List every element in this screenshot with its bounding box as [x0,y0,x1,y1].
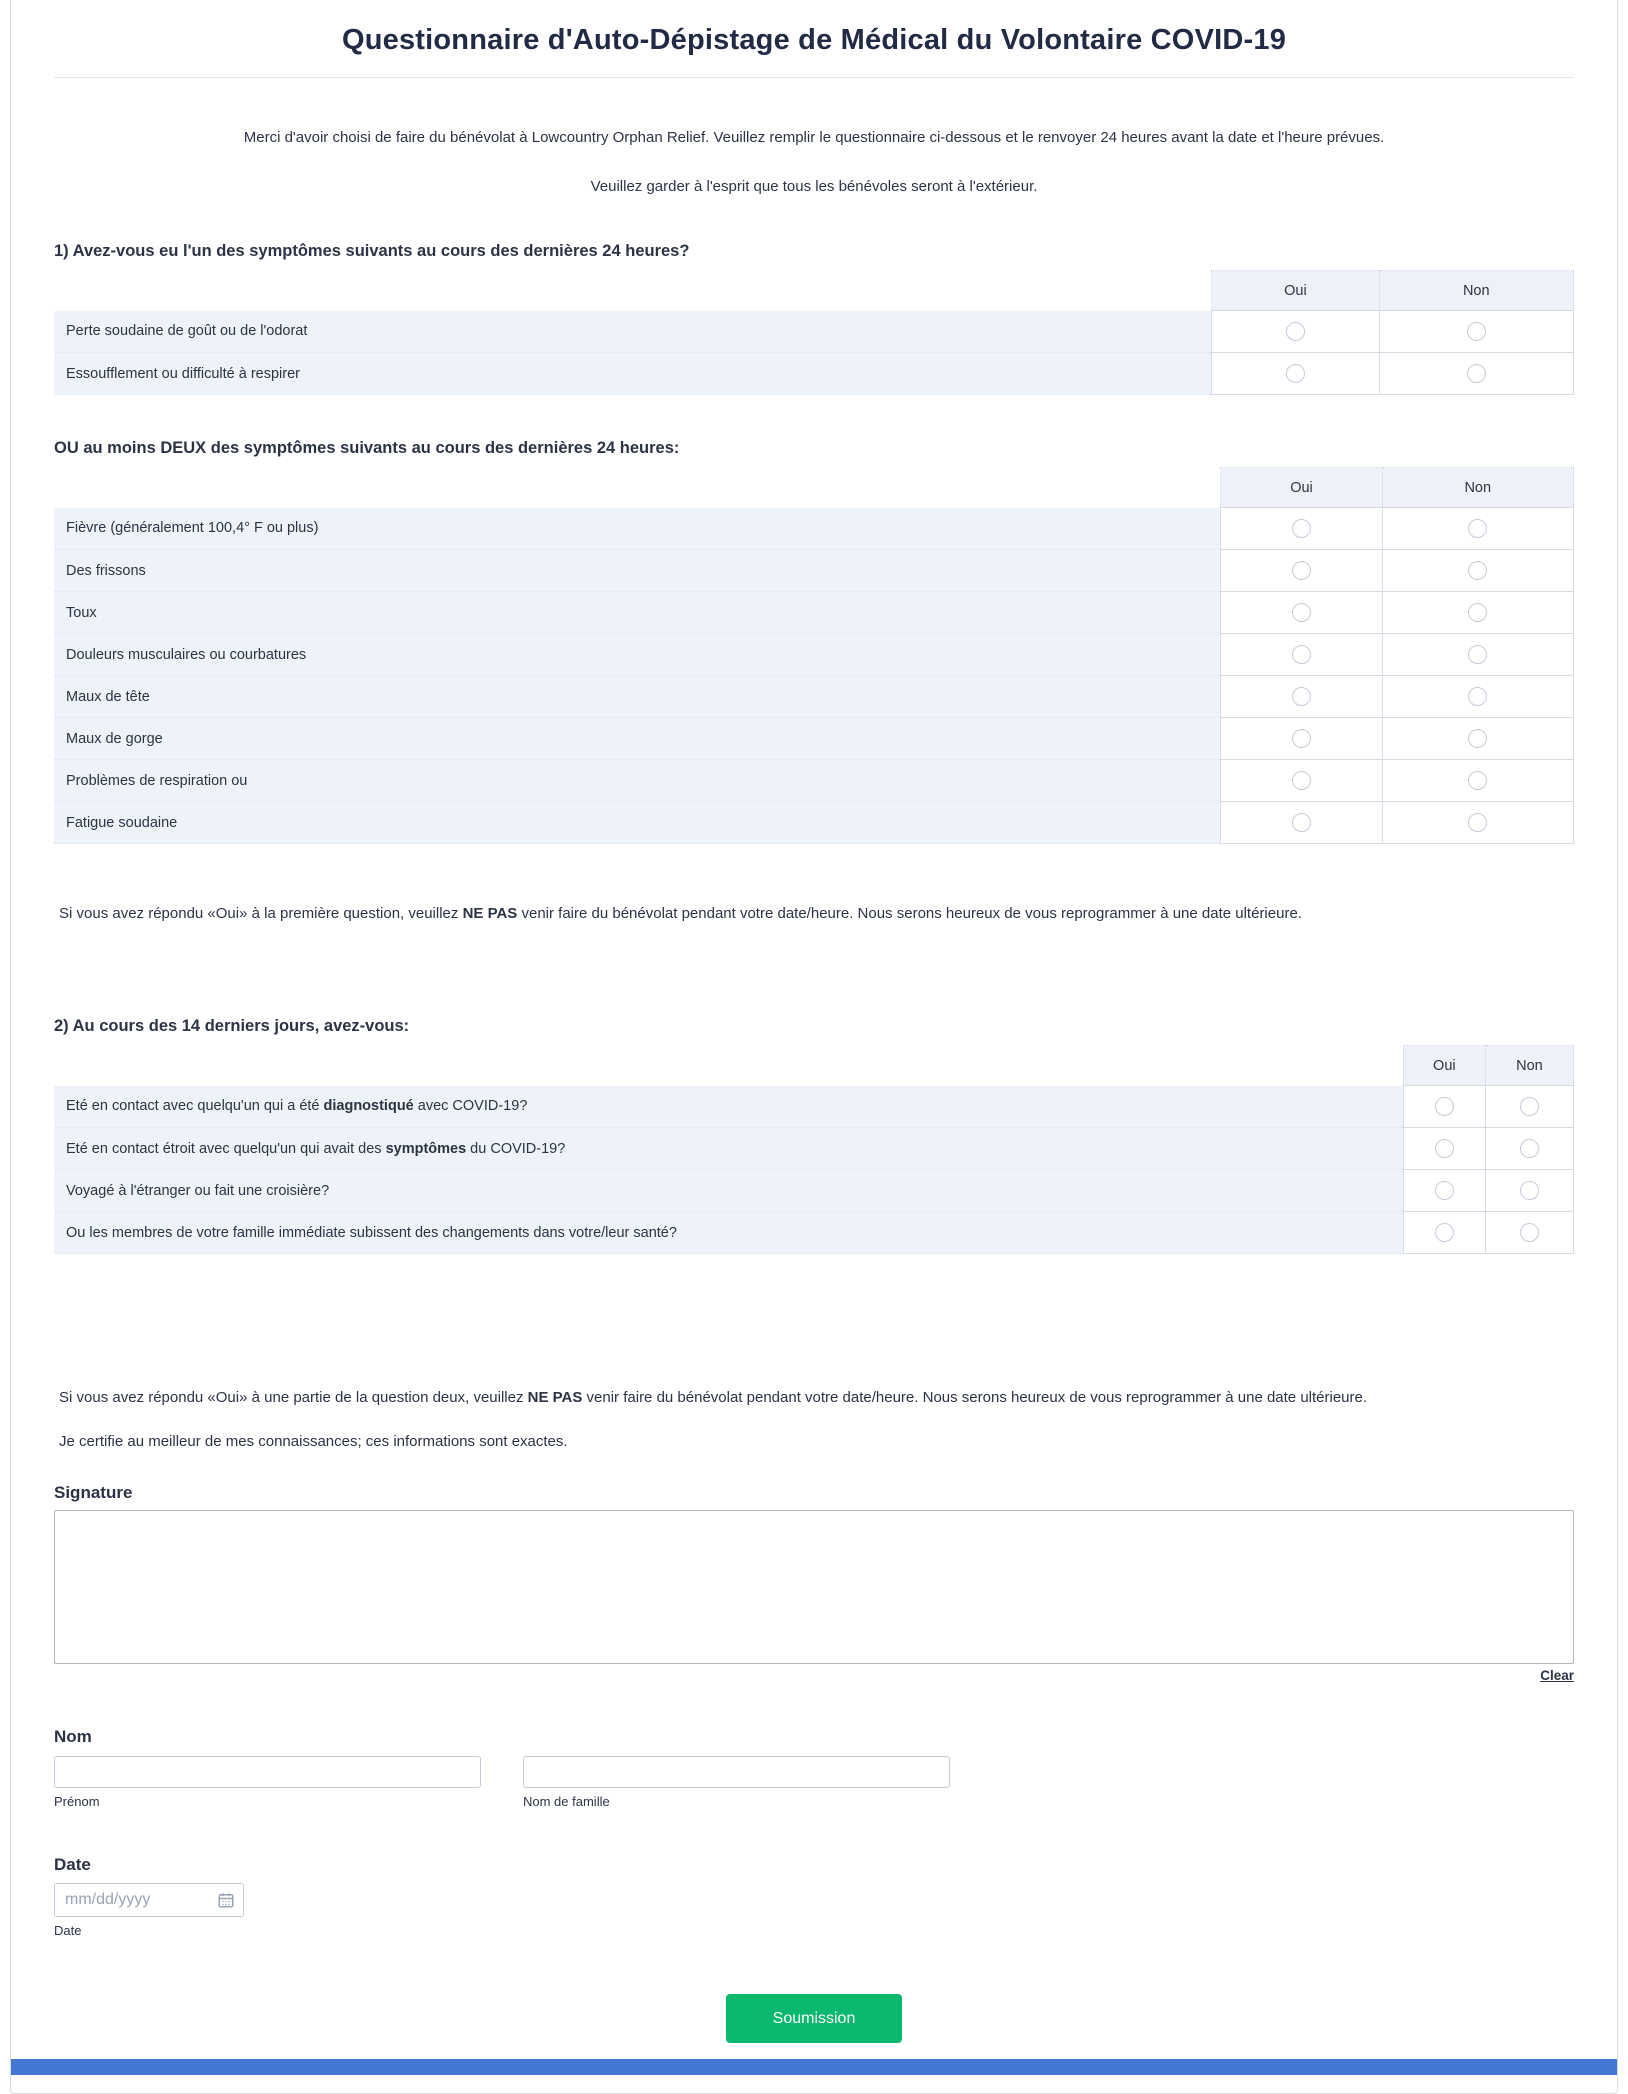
q1b-r0-oui-radio[interactable] [1292,519,1311,538]
page-title: Questionnaire d'Auto-Dépistage de Médical du Volontaire COVID-19 [341,24,1287,56]
q2-header-spacer [54,1046,1403,1086]
q1b-r6-non-radio[interactable] [1468,771,1487,790]
question2-heading: 2) Au cours des 14 derniers jours, avez-vous: [54,1017,410,1035]
q2-r1-non-radio[interactable] [1520,1139,1539,1158]
q1b-r7-oui-radio[interactable] [1292,813,1311,832]
q2-r2-non-radio[interactable] [1520,1181,1539,1200]
q1b-row-label: Des frissons [54,550,1221,592]
q1-header-spacer [54,271,1212,311]
intro-paragraph-2: Veuillez garder à l'esprit que tous les bénévoles seront à l'extérieur. [590,178,1038,195]
submit-row [54,1994,1574,2043]
table-row [54,1128,1574,1170]
q1b-r3-non-radio[interactable] [1468,645,1487,664]
q1b-r4-non-radio[interactable] [1468,687,1487,706]
signature-label: Signature [54,1483,133,1502]
form-card [10,0,1618,2094]
certification-note: Je certifie au meilleur de mes connaissances; ces informations sont exactes. [59,1433,568,1450]
note-after-question2: Si vous avez répondu «Oui» à une partie de la question deux, veuillez NE PAS venir faire du bénévolat pendant votre date/heure. Nous serons heureux de vous reprogrammer à une date ultérieure. [59,1389,1368,1406]
submit-button[interactable]: Soumission [726,1994,902,2043]
signature-clear-row [54,1667,1574,1685]
intro-section [54,78,1574,196]
date-field-wrap [54,1883,244,1917]
table-row [54,634,1574,676]
q1b-header-spacer [54,468,1221,508]
q2-row-label: Eté en contact étroit avec quelqu'un qui avait des symptômes du COVID-19? [54,1128,1403,1170]
q2-r0-oui-radio[interactable] [1435,1097,1454,1116]
last-name-input[interactable] [523,1756,950,1788]
table-row [54,353,1574,395]
name-label: Nom [54,1727,92,1746]
q2-r3-non-radio[interactable] [1520,1223,1539,1242]
q1b-r1-non-radio[interactable] [1468,561,1487,580]
q2-row-label: Eté en contact avec quelqu'un qui a été diagnostiqué avec COVID-19? [54,1086,1403,1128]
question1-heading: 1) Avez-vous eu l'un des symptômes suivants au cours des dernières 24 heures? [54,242,690,260]
q1b-column-header-oui: Oui [1221,468,1382,508]
q1-row-label: Perte soudaine de goût ou de l'odorat [54,311,1212,353]
table-row [54,676,1574,718]
first-name-column [54,1756,481,1809]
q2-r3-oui-radio[interactable] [1435,1223,1454,1242]
signature-clear-button[interactable]: Clear [1540,1668,1574,1683]
table-row [54,1170,1574,1212]
table-row [54,311,1574,353]
q1-r0-oui-radio[interactable] [1286,322,1305,341]
q1b-row-label: Fatigue soudaine [54,802,1221,844]
q1b-row-label: Douleurs musculaires ou courbatures [54,634,1221,676]
q1-r0-non-radio[interactable] [1467,322,1486,341]
signature-pad[interactable] [54,1510,1574,1664]
table-row [54,718,1574,760]
q2-row-label: Ou les membres de votre famille immédiate subissent des changements dans votre/leur santé? [54,1212,1403,1254]
question1b-matrix [54,467,1574,844]
q1b-row-label: Fièvre (généralement 100,4° F ou plus) [54,508,1221,550]
table-row [54,1086,1574,1128]
q1-column-header-oui: Oui [1212,271,1379,311]
question2-matrix [54,1045,1574,1254]
q2-r2-oui-radio[interactable] [1435,1181,1454,1200]
note-after-question1: Si vous avez répondu «Oui» à la première question, veuillez NE PAS venir faire du bénévolat pendant votre date/heure. Nous serons heureux de vous reprogrammer à une date ultérieure. [59,905,1302,922]
q2-column-header-non: Non [1485,1046,1573,1086]
q1b-r5-oui-radio[interactable] [1292,729,1311,748]
q1b-r3-oui-radio[interactable] [1292,645,1311,664]
date-label: Date [54,1855,91,1874]
q2-r0-non-radio[interactable] [1520,1097,1539,1116]
q1b-r4-oui-radio[interactable] [1292,687,1311,706]
question1-matrix [54,270,1574,395]
q2-r1-oui-radio[interactable] [1435,1139,1454,1158]
q1b-r5-non-radio[interactable] [1468,729,1487,748]
last-name-column [523,1756,950,1809]
table-row [54,508,1574,550]
q1-r1-oui-radio[interactable] [1286,364,1305,383]
intro-paragraph-1: Merci d'avoir choisi de faire du bénévolat à Lowcountry Orphan Relief. Veuillez remplir le questionnaire ci-dessous et le renvoyer 24 heures avant la date et l'heure prévues. [243,129,1385,146]
table-row [54,760,1574,802]
q1b-r0-non-radio[interactable] [1468,519,1487,538]
q1b-row-label: Problèmes de respiration ou [54,760,1221,802]
first-name-input[interactable] [54,1756,481,1788]
q1b-r2-oui-radio[interactable] [1292,603,1311,622]
table-row [54,550,1574,592]
first-name-sublabel: Prénom [54,1794,100,1809]
q1-r1-non-radio[interactable] [1467,364,1486,383]
q1b-r7-non-radio[interactable] [1468,813,1487,832]
q1b-r1-oui-radio[interactable] [1292,561,1311,580]
q1-row-label: Essoufflement ou difficulté à respirer [54,353,1212,395]
question1b-heading: OU au moins DEUX des symptômes suivants au cours des dernières 24 heures: [54,439,680,457]
footer-bar [11,2059,1617,2075]
q1b-row-label: Maux de gorge [54,718,1221,760]
table-row [54,802,1574,844]
date-input[interactable] [54,1883,244,1917]
q2-column-header-oui: Oui [1403,1046,1485,1086]
last-name-sublabel: Nom de famille [523,1794,610,1809]
q1b-r6-oui-radio[interactable] [1292,771,1311,790]
calendar-icon[interactable] [217,1891,235,1909]
table-row [54,592,1574,634]
q1b-row-label: Toux [54,592,1221,634]
q1b-r2-non-radio[interactable] [1468,603,1487,622]
table-row [54,1212,1574,1254]
q1b-column-header-non: Non [1382,468,1573,508]
q2-row-label: Voyagé à l'étranger ou fait une croisière? [54,1170,1403,1212]
q1-column-header-non: Non [1379,271,1574,311]
date-sublabel: Date [54,1923,82,1938]
q1b-row-label: Maux de tête [54,676,1221,718]
name-fields-row [54,1756,1574,1809]
